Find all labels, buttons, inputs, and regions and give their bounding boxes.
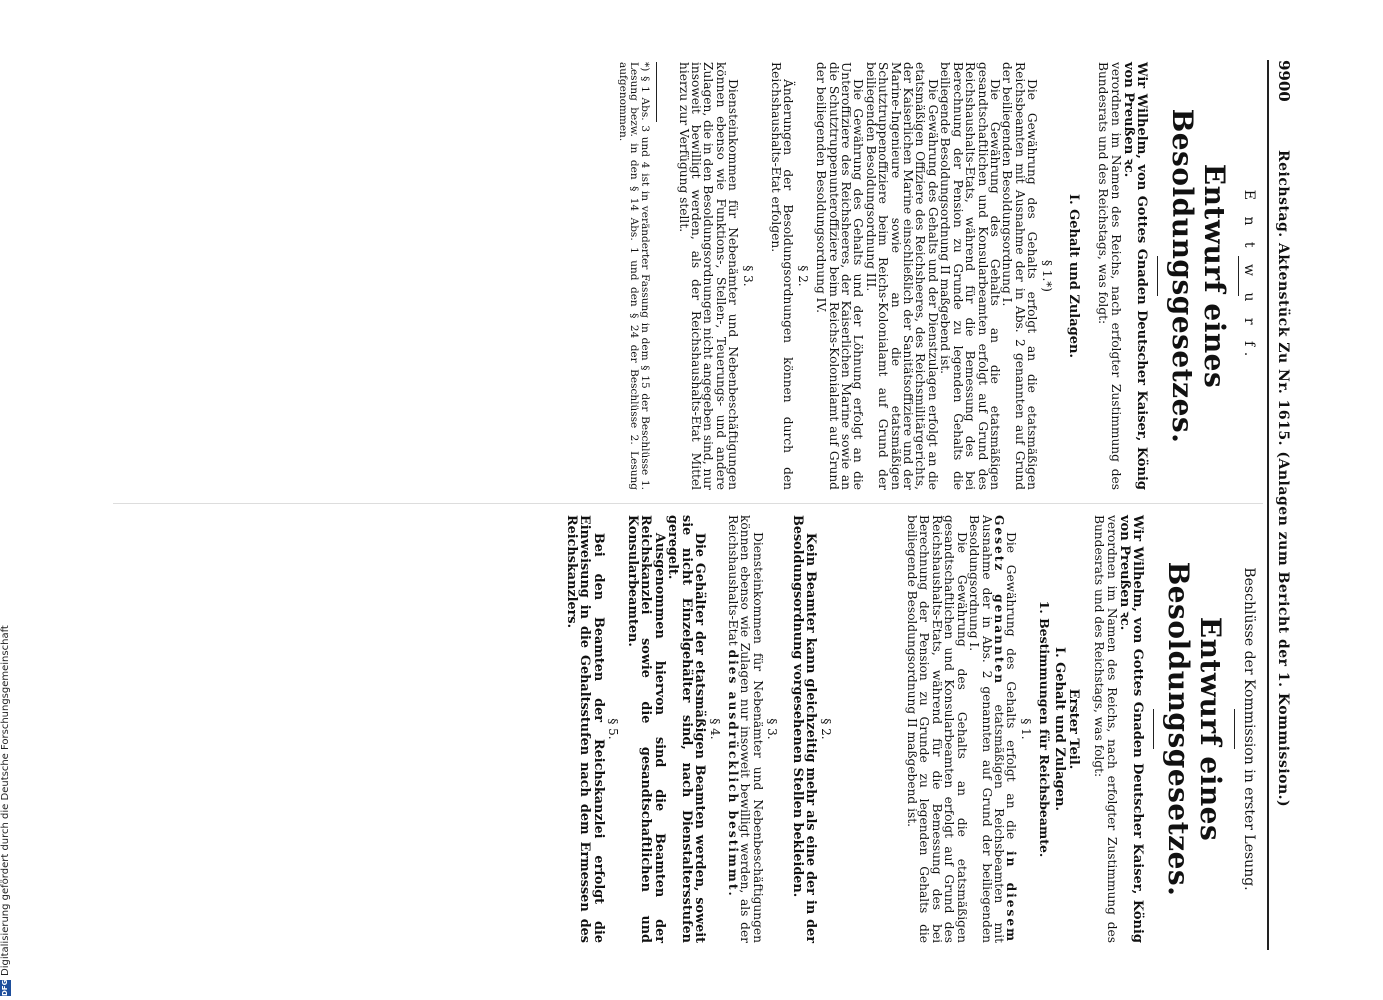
right-s4-text-b: Ausgenommen hiervon sind die Beamten der Reichskanzlei sowie die gesandtschaftlichen und Konsularbeamten. xyxy=(624,515,667,943)
right-s1-label: § 1. xyxy=(1018,718,1033,740)
left-s2-label: § 2. xyxy=(795,265,810,287)
left-s1-label: § 1.*) xyxy=(1039,260,1054,292)
right-preamble-2: verordnen im Namen des Reichs, nach erfolgter Zustimmung des Bundesrats und des Reichstags, was folgt: xyxy=(1092,515,1119,943)
left-s3-label: § 3. xyxy=(740,265,755,287)
left-s1-p2: Die Gewährung des Gehalts an die etatsmäßigen gesandtschaftlichen und Konsularbeamten erfolgt auf Grund des Reichshaushalts-Etats, während für die Bemessung des bei Berechnung der Pension zu Grunde zu legenden Gehalts die beiliegende Besoldungsordnung II maßgebend ist. xyxy=(938,62,1002,490)
right-s3-label: § 3. xyxy=(765,718,780,740)
right-s3-emphasis: dies ausdrücklich bestimmt. xyxy=(726,649,741,898)
right-preamble-1: Wir Wilhelm, von Gottes Gnaden Deutscher Kaiser, König von Preußen ꝛc. xyxy=(1117,515,1145,943)
left-column xyxy=(617,62,1259,490)
right-s5-text: Bei den Beamten der Reichskanzlei erfolgt die Einweisung in die Gehaltsstufen nach dem Ermessen des Reichskanzlers. xyxy=(563,515,606,943)
right-title-rule xyxy=(1153,709,1154,749)
dfg-logo: DFG xyxy=(1,979,9,996)
right-s1-p1 xyxy=(968,515,1018,943)
right-s1-p1a: Die Gewährung des Gehalts erfolgt an die xyxy=(1004,532,1019,840)
left-s3-text: Diensteinkommen für Nebenämter und Nebenbeschäftigungen können ebenso wie Funktions-, Stellen-, Teuerungs- und andere Zulagen, die in den Besoldungsordnungen nicht angegeben sind, nur insoweit bewilligt werden, als der Reichshaushalts-Etat Mittel hierzu zur Verfügung stellt. xyxy=(676,62,741,490)
column-separator xyxy=(113,503,1263,504)
right-s5-label: § 5. xyxy=(606,718,621,740)
left-s1-p4: Die Gewährung des Gehalts und der Löhnung erfolgt an die Unteroffiziere des Reichsheeres, der Kaiserlichen Marine sowie an die Schutztruppenunteroffiziere beim Reichs-Kolonialamt auf Grund der beiliegenden Besoldungsordnung IV. xyxy=(814,62,866,490)
left-preamble-1: Wir Wilhelm, von Gottes Gnaden Deutscher Kaiser, König von Preußen ꝛc. xyxy=(1121,62,1149,490)
right-sub-heading: 1. Bestimmungen für Reichsbeamte. xyxy=(1037,600,1053,858)
header-rule xyxy=(1267,60,1269,950)
right-s1-p1b: etatsmäßigen Reichsbeamten mit Ausnahme der in Abs. 2 genannten auf Grund der beiliegenden Besoldungsordnung I. xyxy=(967,515,1006,943)
left-s1-p1: Die Gewährung des Gehalts erfolgt an die etatsmäßigen Reichsbeamten mit Ausnahme der in Abs. 2 genannten auf Grund der beiliegenden Besoldungsordnung I. xyxy=(1000,62,1040,490)
left-preamble-2: verordnen im Namen des Reichs, nach erfolgter Zustimmung des Bundesrats und des Reichstags, was folgt: xyxy=(1096,62,1123,490)
left-short-rule xyxy=(1238,256,1239,296)
right-short-rule xyxy=(1234,709,1235,749)
right-s2-text: Kein Beamter kann gleichzeitig mehr als eine der in der Besoldungsordnung vorgesehenen Stellen bekleiden. xyxy=(789,515,819,943)
right-head: Beschlüsse der Kommission in erster Lesung. xyxy=(1241,567,1257,891)
digitization-credit-text: Digitalisierung gefördert durch die Deutsche Forschungsgemeinschaft xyxy=(0,625,11,976)
left-entwurf-label: E n t w u r f. xyxy=(1241,189,1257,363)
right-s2-label: § 2. xyxy=(818,718,833,740)
footnote-rule xyxy=(656,62,657,122)
left-footnote: *) § 1 Abs. 3 und 4 ist in veränderter Fassung in dem § 15 der Beschlüsse 1. Lesung bezw. in den § 14 Abs. 1 und den § 24 der Beschlüsse 2. Lesung aufgenommen. xyxy=(617,62,652,490)
page-number: 9900 xyxy=(1275,60,1293,102)
left-s1-p3: Die Gewährung des Gehalts und der Dienstzulagen erfolgt an die etatsmäßigen Offiziere des Reichsheeres, des Reichsmilitärgerichts, der Kaiserlichen Marine einschließlich der Sanitätsoffiziere und der Marine-Ingenieure sowie an die etatsmäßigen Schutztruppenoffiziere beim Reichs-Kolonialamt auf Grund der beiliegenden Besoldungsordnung III. xyxy=(863,62,940,490)
right-s4-text-a: Die Gehälter der etatsmäßigen Beamten werden, soweit sie nicht Einzelgehälter sind, nach Dienstaltersstufen geregelt. xyxy=(665,515,708,943)
running-head: Reichstag. Aktenstück Zu Nr. 1615. (Anlagen zum Bericht der 1. Kommission.) xyxy=(1275,150,1291,808)
right-s1-p2: Die Gewährung des Gehalts an die etatsmäßigen gesandtschaftlichen und Konsularbeamten erfolgt auf Grund des Reichshaushalts-Etats, während für die Bemessung des bei Berechnung der Pension zu Grunde zu legenden Gehalts die beiliegende Besoldungsordnung II maßgebend ist. xyxy=(905,515,969,943)
left-title: Entwurf eines Besoldungsgesetzes. xyxy=(1165,108,1231,444)
right-part-heading: I. Gehalt und Zulagen. xyxy=(1051,646,1067,811)
left-part-heading: I. Gehalt und Zulagen. xyxy=(1065,193,1081,358)
right-s4-label: § 4. xyxy=(707,718,722,740)
right-column xyxy=(564,515,1259,943)
right-s3-text-a: Diensteinkommen für Nebenämter und Nebenbeschäftigungen können ebenso wie Zulagen nur insoweit bewilligt werden, als der Reichshaushalts-Etat xyxy=(726,515,765,943)
left-title-rule xyxy=(1157,256,1158,296)
right-title: Entwurf eines Besoldungsgesetzes. xyxy=(1161,561,1227,897)
digitization-credit xyxy=(0,625,11,996)
right-s3-text xyxy=(727,515,764,943)
right-s1-emphasis: in diesem Gesetz genannten xyxy=(991,515,1019,944)
left-s2-text: Änderungen der Besoldungsordnungen können durch den Reichshaushalts-Etat erfolgen. xyxy=(769,62,796,490)
right-part: Erster Teil. xyxy=(1065,688,1081,770)
